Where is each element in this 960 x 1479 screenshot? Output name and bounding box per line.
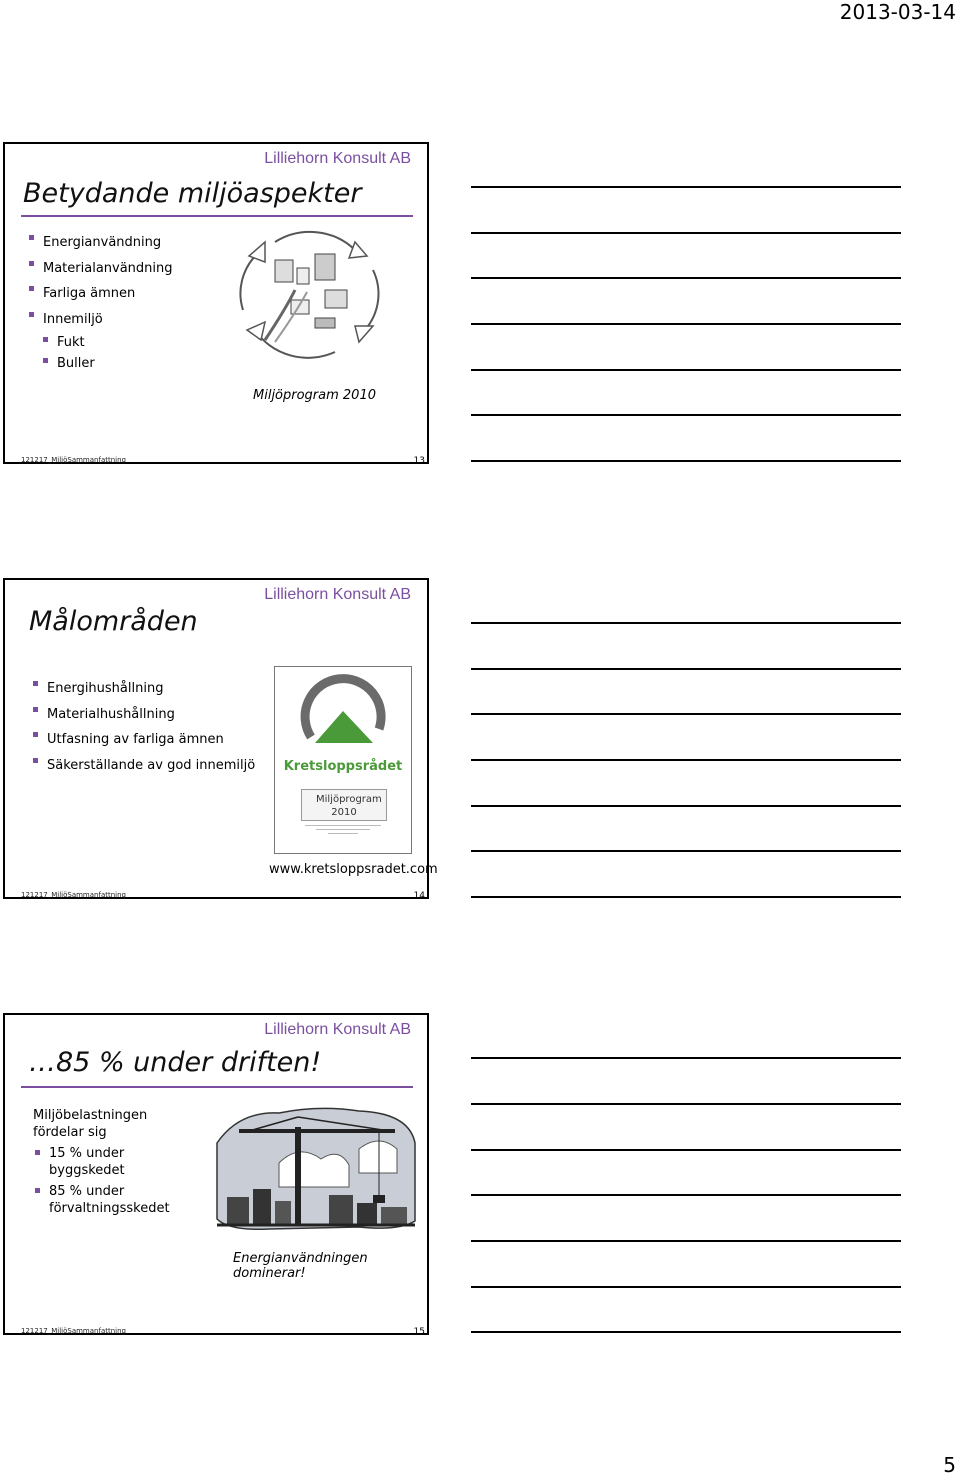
title-rule <box>21 215 413 217</box>
bullet-item: Energianvändning <box>27 230 173 256</box>
bullet-item: Materialanvändning <box>27 256 173 282</box>
construction-crane-illustration <box>209 1103 421 1233</box>
slide-footer: 121217_MiljöSammanfattning <box>21 1327 126 1335</box>
brand-name: Lilliehorn Konsult AB <box>264 1021 411 1038</box>
program-cover <box>274 666 412 854</box>
bullet-line: byggskedet <box>49 1163 125 1178</box>
slide-15 <box>3 1013 429 1335</box>
logo-text: Kretsloppsrådet <box>283 759 403 774</box>
sub-bullet-item: Buller <box>41 353 173 374</box>
intro-line: Miljöbelastningen <box>33 1108 148 1123</box>
bullet-item: Energihushållning <box>31 676 255 702</box>
slide-title: Målområden <box>29 606 198 637</box>
bullet-item: Farliga ämnen <box>27 281 173 307</box>
slide-caption: Energianvändningen dominerar! <box>233 1251 368 1281</box>
brand-name: Lilliehorn Konsult AB <box>264 586 411 603</box>
lifecycle-illustration <box>235 230 385 360</box>
bullet-item <box>33 1183 170 1217</box>
bullet-list <box>27 230 173 374</box>
title-rule <box>21 1086 413 1088</box>
header-date: 2013-03-14 <box>839 0 956 24</box>
slide-14 <box>3 578 438 901</box>
slide-title: …85 % under driften! <box>29 1047 322 1078</box>
website-caption: www.kretsloppsradet.com <box>269 862 438 877</box>
bullet-item: Materialhushållning <box>31 702 255 728</box>
slide-number: 14 <box>413 891 425 901</box>
intro-text <box>33 1107 147 1141</box>
slide-title: Betydande miljöaspekter <box>23 178 362 209</box>
program-box-text: Miljöprogram 2010 <box>316 794 382 818</box>
bullet-item: Innemiljö <box>27 307 173 333</box>
bullet-line: 15 % under <box>49 1146 125 1161</box>
program-box <box>301 789 387 821</box>
bullet-item: Säkerställande av god innemiljö <box>31 753 255 779</box>
bullet-list <box>31 676 255 778</box>
intro-line: fördelar sig <box>33 1125 107 1140</box>
slide-13 <box>3 142 429 464</box>
bullet-item <box>33 1145 170 1179</box>
fine-print-lines <box>305 825 381 834</box>
slide-number: 15 <box>413 1327 425 1337</box>
slide-caption: Miljöprogram 2010 <box>253 388 376 403</box>
brand-name: Lilliehorn Konsult AB <box>264 150 411 167</box>
bullet-list <box>33 1145 170 1217</box>
page-number: 5 <box>943 1453 956 1477</box>
bullet-line: förvaltningsskedet <box>49 1201 170 1216</box>
slide-footer: 121217_MiljöSammanfattning <box>21 456 126 464</box>
slide-footer: 121217_MiljöSammanfattning <box>21 891 126 899</box>
slide-number: 13 <box>413 456 425 466</box>
bullet-item: Utfasning av farliga ämnen <box>31 727 255 753</box>
sub-bullet-item: Fukt <box>41 332 173 353</box>
bullet-line: 85 % under <box>49 1184 125 1199</box>
